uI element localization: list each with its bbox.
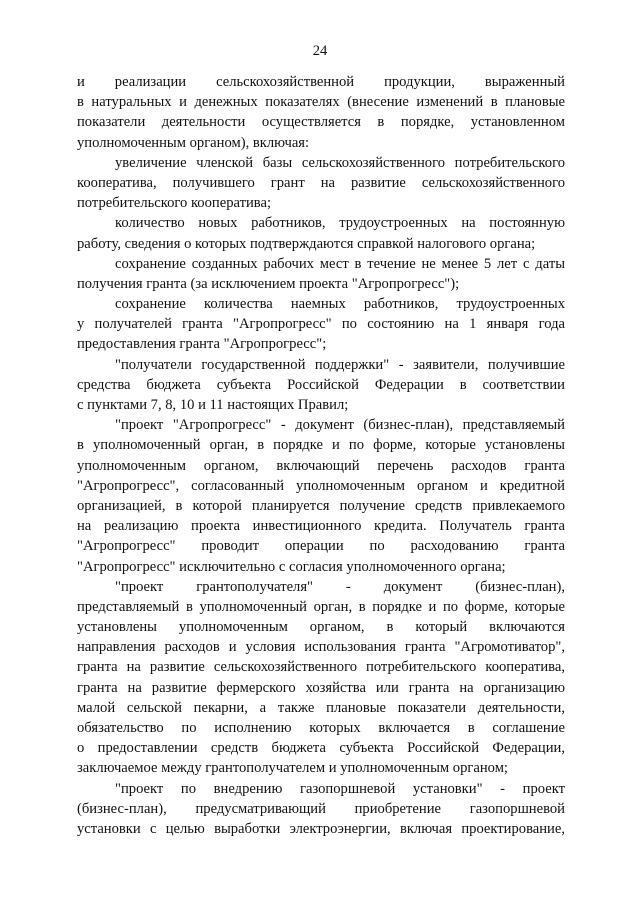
text-line: установлены уполномоченным органом, в который включаются <box>77 619 565 636</box>
text-line: сохранение созданных рабочих мест в течение не менее 5 лет с даты <box>115 255 565 272</box>
text-line: (бизнес-план), предусматривающий приобретение газопоршневой <box>77 800 565 817</box>
text-line: гранта на развитие сельскохозяйственного потребительского кооператива, <box>77 659 565 676</box>
text-line: с пунктами 7, 8, 10 и 11 настоящих Правил; <box>77 397 349 413</box>
text-line: "проект грантополучателя" - документ (бизнес-план), <box>115 578 565 595</box>
text-line: предоставления гранта "Агропрогресс"; <box>77 336 327 353</box>
text-line: средства бюджета субъекта Российской Федерации в соответствии <box>77 376 565 393</box>
text-line: о предоставлении средств бюджета субъекта Российской Федерации, <box>77 740 565 757</box>
text-line: уполномоченным органом, включающий перечень расходов гранта <box>77 457 565 474</box>
text-line: малой сельской пекарни, а также плановые показатели деятельности, <box>77 699 565 716</box>
text-line: "получатели государственной поддержки" - заявители, получившие <box>115 356 565 373</box>
text-line: количество новых работников, трудоустроенных на постоянную <box>115 215 565 232</box>
text-line: увеличение членской базы сельскохозяйственного потребительского <box>115 154 565 171</box>
text-line: представляемый в уполномоченный орган, в порядке и по форме, которые <box>77 598 565 615</box>
text-line: "проект по внедрению газопоршневой установки" - проект <box>115 780 565 797</box>
document-body <box>77 72 565 839</box>
text-line: обязательство по исполнению которых включается в соглашение <box>77 720 565 736</box>
text-line: у получателей гранта "Агропрогресс" по состоянию на 1 января года <box>77 316 565 333</box>
text-line: в натуральных и денежных показателях (внесение изменений в плановые <box>77 94 565 111</box>
text-line: организацией, в которой планируется получение средств привлекаемого <box>77 497 565 514</box>
text-line: показатели деятельности осуществляется в порядке, установленном <box>77 114 565 131</box>
text-line: "Агропрогресс" исключительно с согласия уполномоченного органа; <box>77 558 506 575</box>
text-line: потребительского кооператива; <box>77 195 272 212</box>
text-line: сохранение количества наемных работников, трудоустроенных <box>115 296 565 313</box>
text-line: кооператива, получившего грант на развитие сельскохозяйственного <box>77 174 565 191</box>
text-line: работу, сведения о которых подтверждаются справкой налогового органа; <box>77 235 536 252</box>
text-line: "проект "Агропрогресс" - документ (бизнес-план), представляемый <box>115 417 565 434</box>
text-line: заключаемое между грантополучателем и уполномоченным органом; <box>77 760 508 777</box>
text-line: на реализацию проекта инвестиционного кредита. Получатель гранта <box>77 518 565 535</box>
text-line: "Агропрогресс" проводит операции по расходованию гранта <box>77 538 565 555</box>
text-line: уполномоченным органом), включая: <box>77 134 310 151</box>
text-line: и реализации сельскохозяйственной продукции, выраженный <box>77 74 565 90</box>
text-line: направления расходов и условия использования гранта "Агромотиватор", <box>77 639 565 656</box>
text-line: получения гранта (за исключением проекта "Агропрогресс"); <box>77 275 460 292</box>
page-number: 24 <box>312 43 328 59</box>
text-line: в уполномоченный орган, в порядке и по форме, которые установлены <box>77 437 565 454</box>
text-line: установки с целью выработки электроэнергии, включая проектирование, <box>77 820 565 837</box>
text-line: "Агропрогресс", согласованный уполномоченным органом и кредитной <box>77 477 565 494</box>
text-line: гранта на развитие фермерского хозяйства или гранта на организацию <box>77 679 565 696</box>
